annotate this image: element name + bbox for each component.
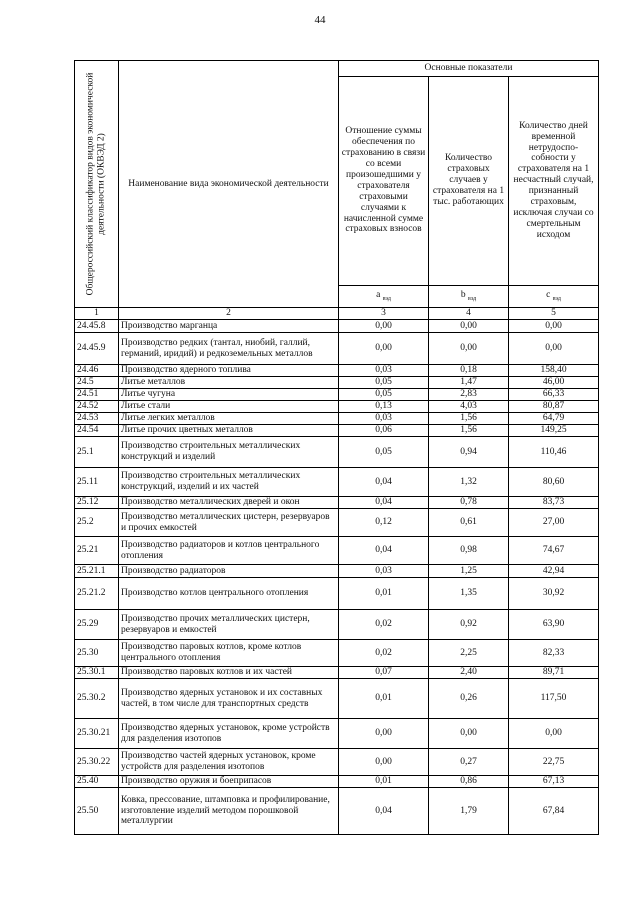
table-row — [75, 437, 599, 468]
header-activity-name: Наименование вида экономической деятельности — [119, 61, 339, 308]
value-a-cell: 0,05 — [339, 437, 429, 468]
activity-name-cell: Производство металлических дверей и окон — [119, 497, 339, 509]
table-row — [75, 401, 599, 413]
okved-code-cell: 24.51 — [75, 389, 119, 401]
value-b-cell: 4,03 — [429, 401, 509, 413]
value-b-cell: 2,83 — [429, 389, 509, 401]
table-row — [75, 320, 599, 333]
activity-name-cell: Производство строительных металлических конструкций и изделий — [119, 437, 339, 468]
value-b-cell: 0,61 — [429, 509, 509, 537]
table-body — [75, 320, 599, 835]
value-c-cell: 22,75 — [509, 749, 599, 776]
table-row — [75, 565, 599, 578]
value-b-cell: 0,00 — [429, 719, 509, 749]
value-b-cell: 0,94 — [429, 437, 509, 468]
table-row — [75, 640, 599, 667]
table-row — [75, 610, 599, 640]
okved-code-cell: 25.12 — [75, 497, 119, 509]
activity-name-cell: Производство паровых котлов, кроме котлов центрального отопления — [119, 640, 339, 667]
value-a-cell: 0,01 — [339, 679, 429, 719]
insurance-indicators-table — [74, 60, 599, 835]
value-c-cell: 0,00 — [509, 719, 599, 749]
value-a-cell: 0,05 — [339, 377, 429, 389]
activity-name-cell: Литье легких металлов — [119, 413, 339, 425]
value-a-cell: 0,03 — [339, 565, 429, 578]
okved-code-cell: 25.40 — [75, 776, 119, 788]
activity-name-cell: Производство частей ядерных установок, кроме устройств для разделения изотопов — [119, 749, 339, 776]
value-a-cell: 0,03 — [339, 413, 429, 425]
value-c-cell: 80,87 — [509, 401, 599, 413]
value-c-cell: 27,00 — [509, 509, 599, 537]
value-b-cell: 1,35 — [429, 578, 509, 610]
value-c-cell: 158,40 — [509, 365, 599, 377]
value-a-cell: 0,04 — [339, 468, 429, 497]
value-b-cell: 0,86 — [429, 776, 509, 788]
value-b-cell: 0,78 — [429, 497, 509, 509]
value-b-cell: 0,98 — [429, 537, 509, 565]
okved-code-cell: 24.5 — [75, 377, 119, 389]
value-b-cell: 1,32 — [429, 468, 509, 497]
table-row — [75, 667, 599, 679]
header-symbol-a: a $_{вэд}$ — [339, 285, 429, 307]
value-a-cell: 0,02 — [339, 610, 429, 640]
okved-code-cell: 25.30.1 — [75, 667, 119, 679]
okved-code-cell: 25.2 — [75, 509, 119, 537]
value-b-cell: 0,00 — [429, 320, 509, 333]
activity-name-cell: Производство редких (тантал, ниобий, галлий, германий, иридий) и редкоземельных металлов — [119, 333, 339, 365]
table-row — [75, 776, 599, 788]
page-number: 44 — [314, 14, 326, 26]
table-header — [75, 61, 599, 320]
value-b-cell: 1,56 — [429, 413, 509, 425]
activity-name-cell: Производство котлов центрального отопления — [119, 578, 339, 610]
value-c-cell: 42,94 — [509, 565, 599, 578]
okved-code-cell: 24.46 — [75, 365, 119, 377]
value-c-cell: 117,50 — [509, 679, 599, 719]
value-a-cell: 0,05 — [339, 389, 429, 401]
table-row — [75, 788, 599, 835]
value-a-cell: 0,07 — [339, 667, 429, 679]
okved-code-cell: 25.11 — [75, 468, 119, 497]
table-row — [75, 537, 599, 565]
okved-code-cell: 25.30.2 — [75, 679, 119, 719]
table-row — [75, 365, 599, 377]
value-c-cell: 0,00 — [509, 333, 599, 365]
activity-name-cell: Литье стали — [119, 401, 339, 413]
header-symbol-b: b $_{вэд}$ — [429, 285, 509, 307]
okved-code-cell: 25.21.1 — [75, 565, 119, 578]
table-row — [75, 509, 599, 537]
header-symbol-c: c $_{вэд}$ — [509, 285, 599, 307]
table-row — [75, 413, 599, 425]
activity-name-cell: Литье прочих цветных металлов — [119, 425, 339, 437]
value-c-cell: 30,92 — [509, 578, 599, 610]
table-row — [75, 497, 599, 509]
header-classifier: Общероссийский классификатор видов экономической деятельности (ОКВЭД 2) — [75, 61, 119, 308]
value-a-cell: 0,00 — [339, 719, 429, 749]
table-row — [75, 719, 599, 749]
value-b-cell: 0,92 — [429, 610, 509, 640]
value-c-cell: 83,73 — [509, 497, 599, 509]
table-row — [75, 578, 599, 610]
activity-name-cell: Литье чугуна — [119, 389, 339, 401]
value-b-cell: 0,26 — [429, 679, 509, 719]
okved-code-cell: 24.54 — [75, 425, 119, 437]
value-c-cell: 74,67 — [509, 537, 599, 565]
okved-code-cell: 25.21.2 — [75, 578, 119, 610]
value-b-cell: 1,25 — [429, 565, 509, 578]
header-col-b: Количество страховых случаев у страхователя на 1 тыс. работающих — [429, 77, 509, 286]
column-number: 3 — [339, 308, 429, 320]
value-a-cell: 0,12 — [339, 509, 429, 537]
column-number: 4 — [429, 308, 509, 320]
value-b-cell: 0,27 — [429, 749, 509, 776]
okved-code-cell: 25.50 — [75, 788, 119, 835]
value-b-cell: 1,56 — [429, 425, 509, 437]
value-c-cell: 110,46 — [509, 437, 599, 468]
okved-code-cell: 25.29 — [75, 610, 119, 640]
okved-code-cell: 24.45.8 — [75, 320, 119, 333]
activity-name-cell: Производство металлических цистерн, резервуаров и прочих емкостей — [119, 509, 339, 537]
value-a-cell: 0,04 — [339, 788, 429, 835]
value-b-cell: 2,25 — [429, 640, 509, 667]
okved-code-cell: 25.30 — [75, 640, 119, 667]
value-a-cell: 0,13 — [339, 401, 429, 413]
value-a-cell: 0,06 — [339, 425, 429, 437]
value-b-cell: 0,18 — [429, 365, 509, 377]
table-row — [75, 679, 599, 719]
header-main-indicators: Основные показатели — [339, 61, 599, 77]
value-a-cell: 0,01 — [339, 776, 429, 788]
value-a-cell: 0,00 — [339, 320, 429, 333]
activity-name-cell: Производство оружия и боеприпасов — [119, 776, 339, 788]
table-row — [75, 333, 599, 365]
table-row — [75, 425, 599, 437]
value-b-cell: 2,40 — [429, 667, 509, 679]
table-row — [75, 389, 599, 401]
value-c-cell: 89,71 — [509, 667, 599, 679]
value-b-cell: 1,47 — [429, 377, 509, 389]
table-row — [75, 377, 599, 389]
table-row — [75, 749, 599, 776]
value-a-cell: 0,04 — [339, 537, 429, 565]
activity-name-cell: Производство марганца — [119, 320, 339, 333]
value-b-cell: 1,79 — [429, 788, 509, 835]
activity-name-cell: Ковка, прессование, штамповка и профилирование, изготовление изделий методом порошковой металлургии — [119, 788, 339, 835]
value-c-cell: 67,84 — [509, 788, 599, 835]
activity-name-cell: Производство радиаторов и котлов центрального отопления — [119, 537, 339, 565]
value-c-cell: 46,00 — [509, 377, 599, 389]
header-col-a: Отношение суммы обеспечения по страхованию в связи со всеми произошедшими у страхователя страховыми случаями к начисленной сумме страховых взносов — [339, 77, 429, 286]
value-c-cell: 149,25 — [509, 425, 599, 437]
value-a-cell: 0,01 — [339, 578, 429, 610]
header-col-c: Количество дней временной нетрудоспо-собности у страхователя на 1 несчастный случай, признанный страховым, исключая случаи со смертельным исходом — [509, 77, 599, 286]
value-a-cell: 0,03 — [339, 365, 429, 377]
activity-name-cell: Производство прочих металлических цистерн, резервуаров и емкостей — [119, 610, 339, 640]
value-c-cell: 63,90 — [509, 610, 599, 640]
value-c-cell: 82,33 — [509, 640, 599, 667]
okved-code-cell: 25.21 — [75, 537, 119, 565]
value-c-cell: 67,13 — [509, 776, 599, 788]
column-number: 1 — [75, 308, 119, 320]
value-a-cell: 0,02 — [339, 640, 429, 667]
okved-code-cell: 25.1 — [75, 437, 119, 468]
activity-name-cell: Производство радиаторов — [119, 565, 339, 578]
value-a-cell: 0,00 — [339, 333, 429, 365]
column-numbers-row — [75, 308, 599, 320]
value-a-cell: 0,04 — [339, 497, 429, 509]
table-row — [75, 468, 599, 497]
value-b-cell: 0,00 — [429, 333, 509, 365]
value-c-cell: 64,79 — [509, 413, 599, 425]
value-c-cell: 0,00 — [509, 320, 599, 333]
okved-code-cell: 25.30.21 — [75, 719, 119, 749]
activity-name-cell: Литье металлов — [119, 377, 339, 389]
okved-code-cell: 24.52 — [75, 401, 119, 413]
activity-name-cell: Производство ядерных установок и их составных частей, в том числе для транспортных средств — [119, 679, 339, 719]
value-c-cell: 80,60 — [509, 468, 599, 497]
activity-name-cell: Производство строительных металлических конструкций, изделий и их частей — [119, 468, 339, 497]
value-c-cell: 66,33 — [509, 389, 599, 401]
activity-name-cell: Производство ядерного топлива — [119, 365, 339, 377]
column-number: 5 — [509, 308, 599, 320]
value-a-cell: 0,00 — [339, 749, 429, 776]
okved-code-cell: 24.53 — [75, 413, 119, 425]
column-number: 2 — [119, 308, 339, 320]
okved-code-cell: 24.45.9 — [75, 333, 119, 365]
okved-code-cell: 25.30.22 — [75, 749, 119, 776]
activity-name-cell: Производство ядерных установок, кроме устройств для разделения изотопов — [119, 719, 339, 749]
activity-name-cell: Производство паровых котлов и их частей — [119, 667, 339, 679]
